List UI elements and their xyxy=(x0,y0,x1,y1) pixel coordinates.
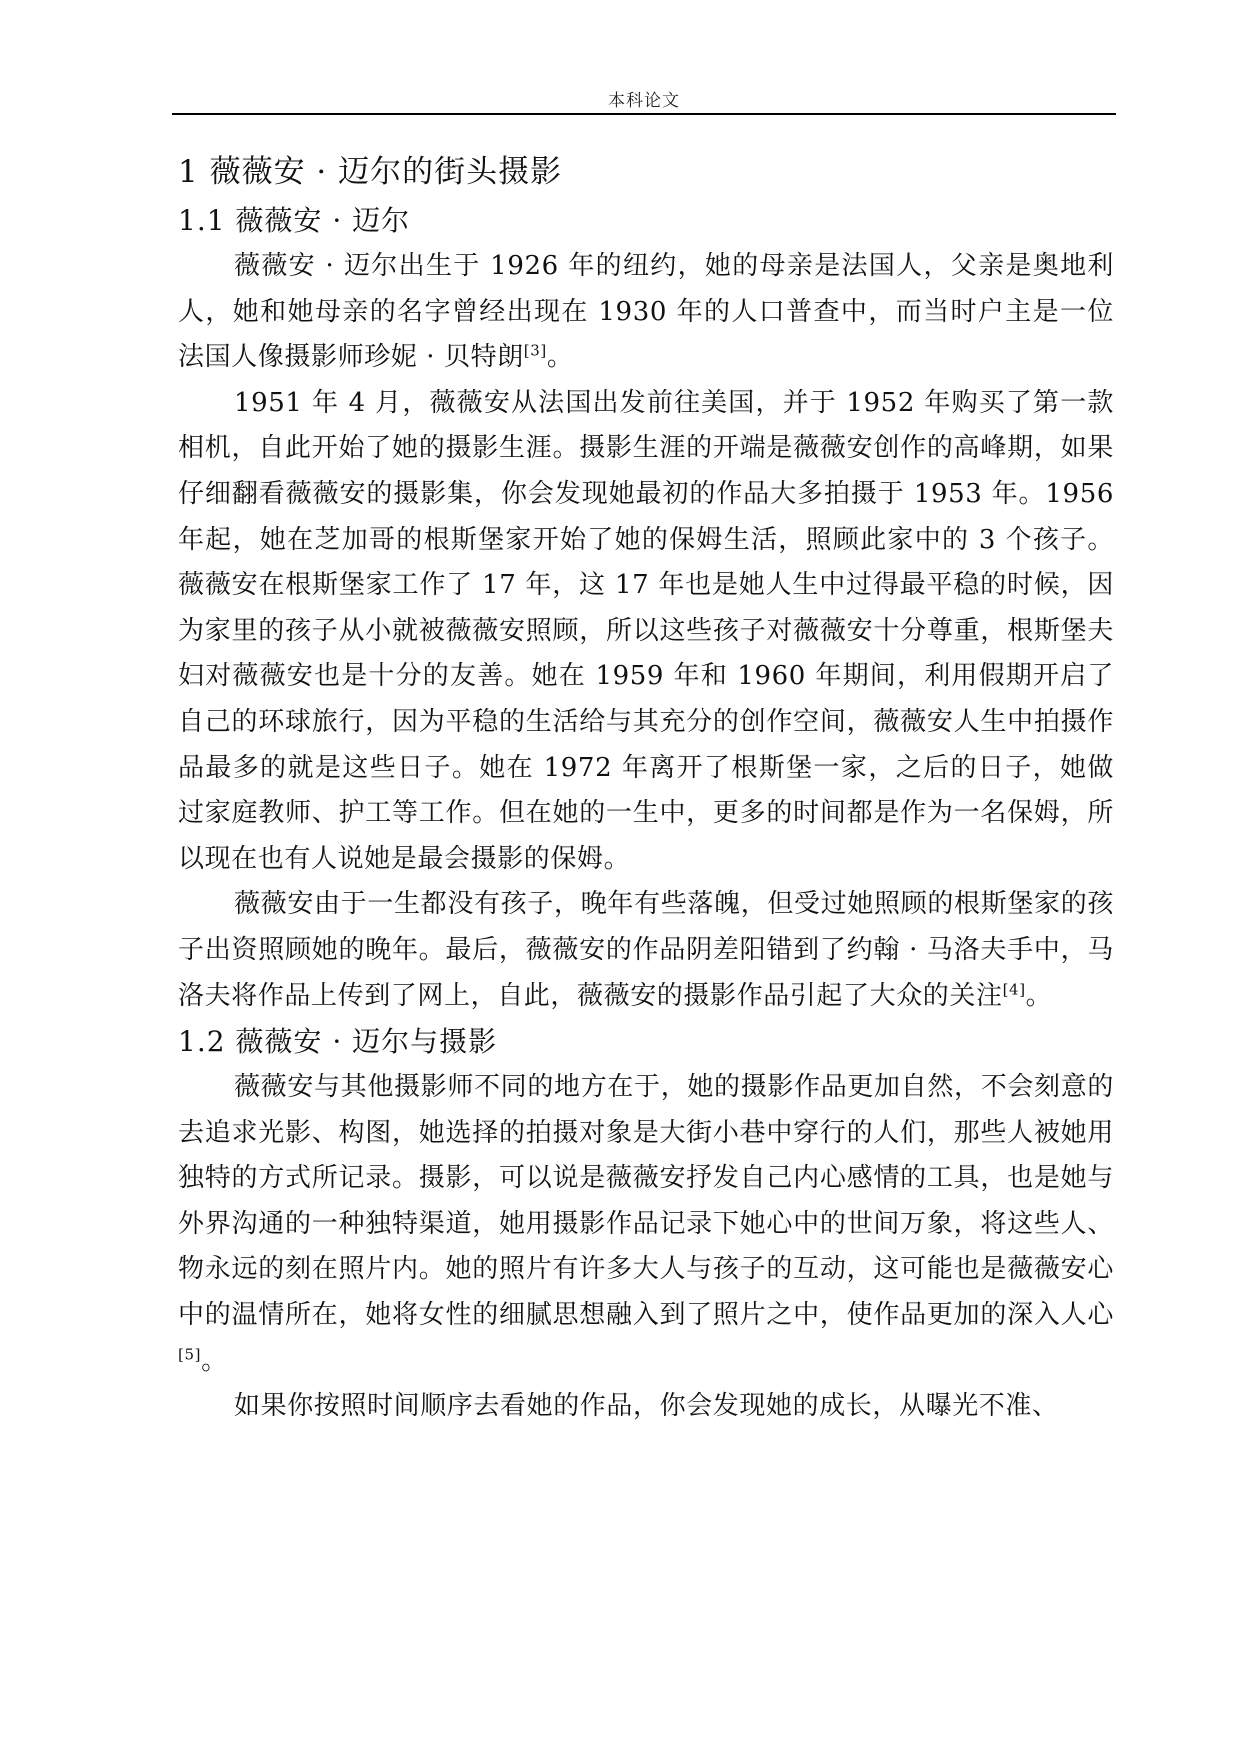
paragraph xyxy=(178,244,1114,381)
paragraph-text: 如果你按照时间顺序去看她的作品，你会发现她的成长，从曝光不准、 xyxy=(234,1391,1059,1422)
paragraph-text: 薇薇安与其他摄影师不同的地方在于，她的摄影作品更加自然，不会刻意的去追求光影、构图，她选择的拍摄对象是大街小巷中穿行的人们，那些人被她用独特的方式所记录。摄影，可以说是薇薇安抒发自己内心感情的工具，也是她与外界沟通的一种独特渠道，她用摄影作品记录下她心中的世间万象，将这些人、物永远的刻在照片内。她的照片有许多大人与孩子的互动，这可能也是薇薇安心中的温情所在，她将女性的细腻思想融入到了照片之中，使作品更加的深入人心 xyxy=(178,1072,1114,1331)
paragraph xyxy=(178,381,1114,883)
paragraph-text: 薇薇安 · 迈尔出生于 1926 年的纽约，她的母亲是法国人，父亲是奥地利人，她和她母亲的名字曾经出现在 1930 年的人口普查中，而当时户主是一位法国人像摄影师珍妮 · 贝特朗 xyxy=(178,251,1114,373)
paragraph xyxy=(178,882,1114,1019)
citation-ref: [3] xyxy=(523,341,547,360)
paragraph-tail: 。 xyxy=(201,1345,228,1376)
paragraph-tail: 。 xyxy=(1025,980,1053,1011)
paragraph-tail: 。 xyxy=(546,342,574,373)
citation-ref: [5] xyxy=(178,1345,202,1363)
running-header: 本科论文 xyxy=(608,91,680,111)
header-rule xyxy=(172,113,1116,115)
citation-ref: [4] xyxy=(1002,979,1026,998)
paragraph xyxy=(178,1384,1114,1430)
paragraph-text: 薇薇安由于一生都没有孩子，晚年有些落魄，但受过她照顾的根斯堡家的孩子出资照顾她的晚年。最后，薇薇安的作品阴差阳错到了约翰 · 马洛夫手中，马洛夫将作品上传到了网上，自此，薇薇安的摄影作品引起了大众的关注 xyxy=(178,889,1114,1011)
paragraph xyxy=(178,1065,1114,1384)
document-body xyxy=(178,146,1114,1430)
paragraph-text: 1951 年 4 月，薇薇安从法国出发前往美国，并于 1952 年购买了第一款相机，自此开始了她的摄影生涯。摄影生涯的开端是薇薇安创作的高峰期，如果仔细翻看薇薇安的摄影集，你会发现她最初的作品大多拍摄于 1953 年。1956 年起，她在芝加哥的根斯堡家开始了她的保姆生活，照顾此家中的 3 个孩子。薇薇安在根斯堡家工作了 17 年，这 17 年也是她人生中过得最平稳的时候，因为家里的孩子从小就被薇薇安照顾，所以这些孩子对薇薇安十分尊重，根斯堡夫妇对薇薇安也是十分的友善。她在 1959 年和 1960 年期间，利用假期开启了自己的环球旅行，因为平稳的生活给与其充分的创作空间，薇薇安人生中拍摄作品最多的就是这些日子。她在 1972 年离开了根斯堡一家，之后的日子，她做过家庭教师、护工等工作。但在她的一生中，更多的时间都是作为一名保姆，所以现在也有人说她是最会摄影的保姆。 xyxy=(178,387,1114,874)
chapter-title: 1 薇薇安 · 迈尔的街头摄影 xyxy=(178,154,563,190)
section-title-1-1: 1.1 薇薇安 · 迈尔 xyxy=(178,204,411,237)
section-title-1-2: 1.2 薇薇安 · 迈尔与摄影 xyxy=(178,1025,498,1059)
